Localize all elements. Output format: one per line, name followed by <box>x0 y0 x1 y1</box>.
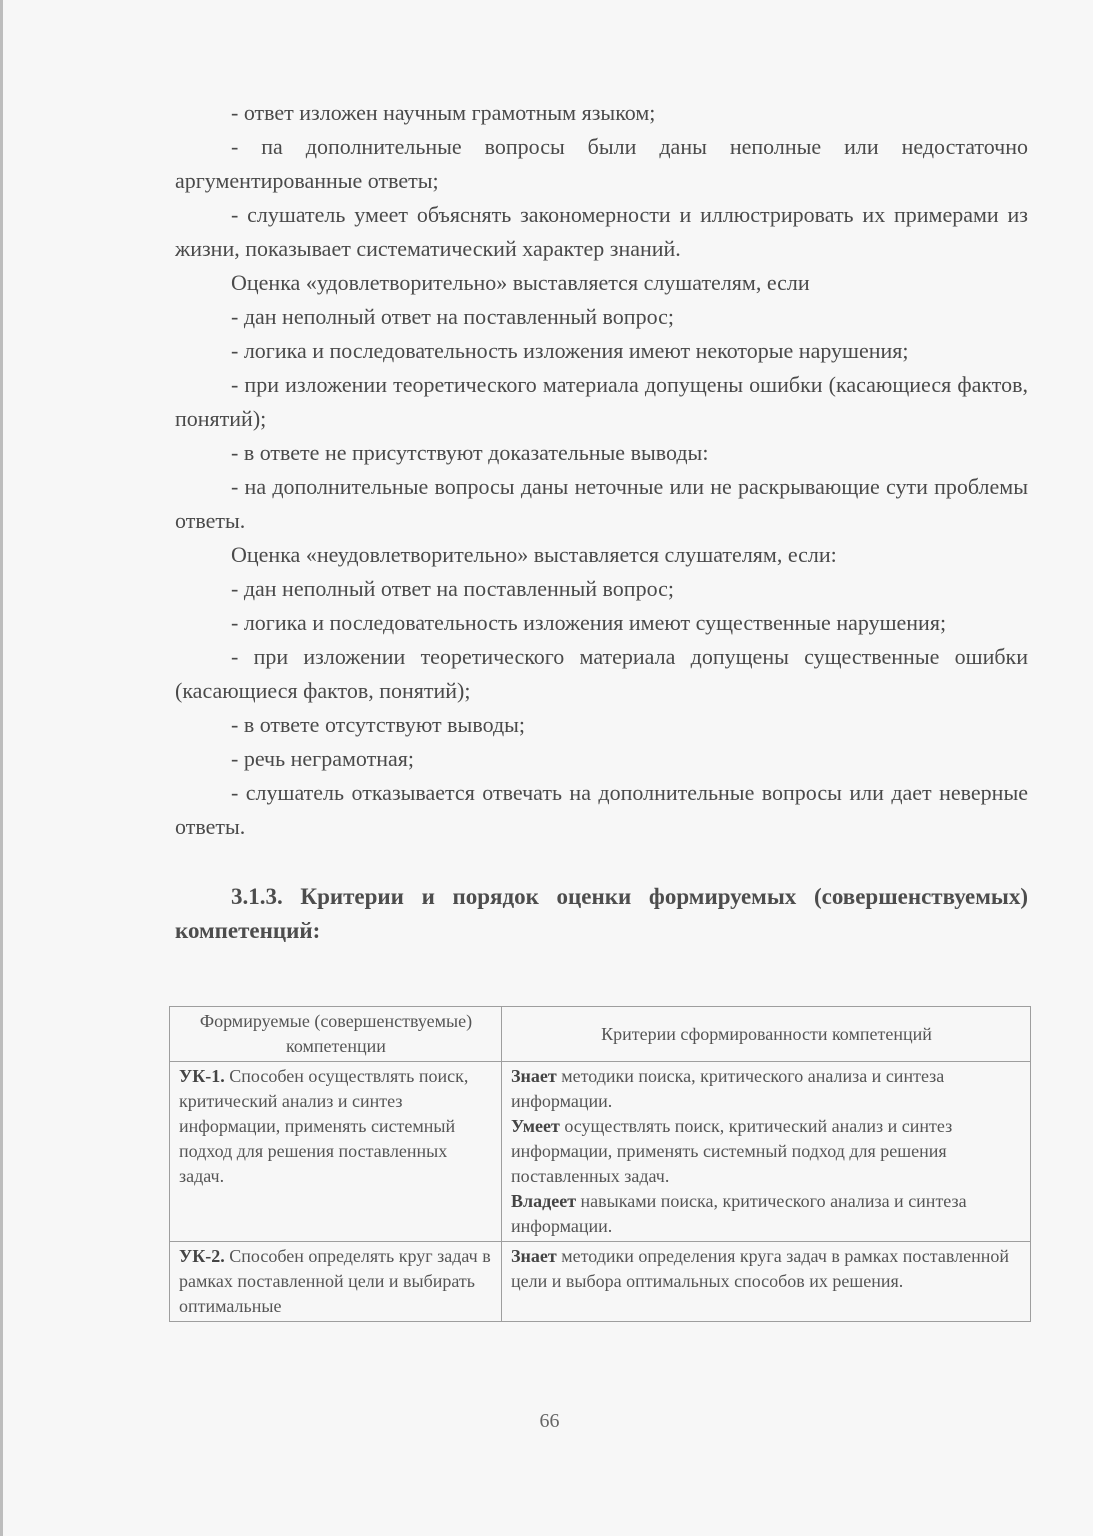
criterion <box>511 1064 1022 1114</box>
paragraph: - речь неграмотная; <box>231 746 414 771</box>
competency-description: Способен осуществлять поиск, критический анализ и синтез информации, применять системный подход для решения поставленных задач. <box>179 1066 469 1186</box>
paragraph: - логика и последовательность изложения имеют существенные нарушения; <box>231 610 947 635</box>
column-header: Формируемые (совершенствуемые) компетенции <box>170 1007 502 1062</box>
paragraph: Оценка «удовлетворительно» выставляется слушателям, если <box>231 270 810 295</box>
body-text <box>175 96 1028 948</box>
criterion-text: методики поиска, критического анализа и синтеза информации. <box>511 1066 945 1111</box>
table-header-row <box>170 1007 1031 1062</box>
criterion-term: Знает <box>511 1066 557 1086</box>
competency-description: Способен определять круг задач в рамках поставленной цели и выбирать оптимальные <box>179 1246 491 1316</box>
paragraph: - ответ изложен научным грамотным языком; <box>231 100 656 125</box>
paragraph: - дан неполный ответ на поставленный вопрос; <box>231 304 674 329</box>
paragraph: - слушатель умеет объяснять закономерности и иллюстрировать их примерами из жизни, показывает систематический характер знаний. <box>175 202 1028 261</box>
paragraph: - на дополнительные вопросы даны неточные или не раскрывающие сути проблемы ответы. <box>175 474 1028 533</box>
column-header: Критерии сформированности компетенций <box>502 1007 1031 1062</box>
table-row <box>170 1242 1031 1322</box>
paragraph: - в ответе не присутствуют доказательные выводы: <box>231 440 709 465</box>
paragraph: - при изложении теоретического материала допущены ошибки (касающиеся фактов, понятий); <box>175 372 1028 431</box>
paragraph: - слушатель отказывается отвечать на дополнительные вопросы или дает неверные ответы. <box>175 780 1028 839</box>
paragraph: - дан неполный ответ на поставленный вопрос; <box>231 576 674 601</box>
criterion-term: Владеет <box>511 1191 577 1211</box>
criterion <box>511 1244 1022 1294</box>
paragraph: - при изложении теоретического материала допущены существенные ошибки (касающиеся фактов, понятий); <box>175 644 1028 703</box>
criterion-text: методики определения круга задач в рамках поставленной цели и выбора оптимальных способов их решения. <box>511 1246 1009 1291</box>
competency-cell <box>170 1062 502 1242</box>
competency-code: УК-2. <box>179 1246 225 1266</box>
section-heading: 3.1.3. Критерии и порядок оценки формируемых (совершенствуемых) компетенций: <box>175 884 1028 943</box>
criterion <box>511 1114 1022 1189</box>
criterion-text: осуществлять поиск, критический анализ и синтез информации, применять системный подход для решения поставленных задач. <box>511 1116 953 1186</box>
paragraph: - логика и последовательность изложения имеют некоторые нарушения; <box>231 338 909 363</box>
table-row <box>170 1062 1031 1242</box>
criteria-cell <box>502 1062 1031 1242</box>
paragraph: - па дополнительные вопросы были даны неполные или недостаточно аргументированные ответы; <box>175 134 1028 193</box>
competency-cell <box>170 1242 502 1322</box>
criteria-cell <box>502 1242 1031 1322</box>
competency-table <box>169 1006 1031 1322</box>
paragraph: Оценка «неудовлетворительно» выставляется слушателям, если: <box>231 542 837 567</box>
criterion-text: навыками поиска, критического анализа и синтеза информации. <box>511 1191 967 1236</box>
competency-code: УК-1. <box>179 1066 225 1086</box>
page-number: 66 <box>539 1410 560 1432</box>
paragraph: - в ответе отсутствуют выводы; <box>231 712 526 737</box>
criterion-term: Умеет <box>511 1116 560 1136</box>
criterion <box>511 1189 1022 1239</box>
criterion-term: Знает <box>511 1246 557 1266</box>
